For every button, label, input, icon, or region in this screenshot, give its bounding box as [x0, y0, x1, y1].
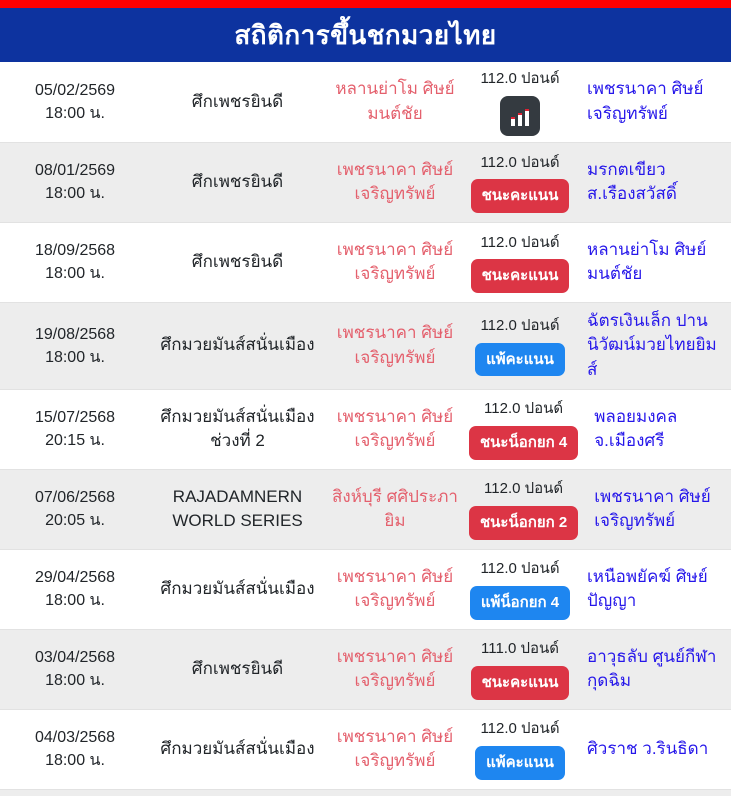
- result-cell: [465, 472, 582, 546]
- fight-time: 18:00 น.: [45, 265, 105, 283]
- result-badge: ชนะคะแนน: [471, 179, 570, 213]
- result-badge: แพ้คะแนน: [475, 746, 565, 780]
- red-fighter-link[interactable]: เพชรนาคา ศิษย์เจริญทรัพย์: [336, 646, 454, 691]
- red-fighter-link[interactable]: เพชรนาคา ศิษย์เจริญทรัพย์: [336, 323, 454, 367]
- page-header: [0, 8, 731, 62]
- red-fighter-link[interactable]: สิงห์บุรี ศศิประภายิม: [332, 486, 458, 531]
- result-badge: ชนะคะแนน: [471, 259, 570, 293]
- fight-date: 18/09/2568: [34, 242, 116, 260]
- event-name: ศึกมวยมันส์สนั่นเมือง ช่วงที่ 2: [160, 406, 315, 451]
- event-name: ศึกเพชรยินดี: [191, 171, 284, 191]
- fight-time: 20:15 น.: [45, 432, 105, 450]
- fight-date: 05/02/2569: [34, 81, 116, 99]
- fight-time: 20:05 น.: [45, 512, 105, 530]
- fight-row: [0, 223, 731, 303]
- fight-datetime: [0, 233, 150, 291]
- fight-row: [0, 143, 731, 223]
- fight-datetime: [0, 317, 150, 375]
- weight-value: 112.0 ปอนด์: [480, 153, 560, 171]
- result-cell: [465, 632, 575, 706]
- fight-datetime: [0, 560, 150, 618]
- page-title: สถิติการขึ้นชกมวยไทย: [234, 19, 497, 50]
- fight-date: 04/03/2568: [34, 728, 116, 746]
- result-cell: [465, 146, 575, 220]
- fight-row: [0, 630, 731, 710]
- fight-datetime: [0, 73, 150, 131]
- event-name: RAJADAMNERN WORLD SERIES: [172, 486, 303, 531]
- result-badge: แพ้คะแนน: [475, 343, 565, 377]
- weight-value: 112.0 ปอนด์: [484, 400, 564, 418]
- result-cell: [465, 552, 575, 626]
- blue-fighter-link[interactable]: เหนือพยัคฆ์ ศิษย์ปัญญา: [587, 566, 708, 611]
- red-fighter-link[interactable]: เพชรนาคา ศิษย์เจริญทรัพย์: [336, 406, 454, 451]
- result-badge: ชนะน็อกยก 4: [469, 426, 578, 460]
- fight-row: [0, 710, 731, 790]
- result-cell: [465, 712, 575, 786]
- fight-row: [0, 62, 731, 143]
- blue-fighter-link[interactable]: ฉัตรเงินเล็ก ปานนิวัฒน์มวยไทยยิมส์: [587, 310, 717, 380]
- weight-value: 112.0 ปอนด์: [484, 480, 564, 498]
- blue-fighter-link[interactable]: เพชรนาคา ศิษย์เจริญทรัพย์: [587, 79, 704, 123]
- result-cell: [465, 226, 575, 300]
- fight-row: [0, 303, 731, 390]
- fight-date: 07/06/2568: [34, 488, 116, 506]
- weight-value: 112.0 ปอนด์: [480, 233, 560, 251]
- event-name: ศึกมวยมันส์สนั่นเมือง: [160, 738, 315, 758]
- result-cell: [465, 392, 582, 466]
- fight-history-table: [0, 62, 731, 790]
- blue-fighter-link[interactable]: ศิวราช ว.รินธิดา: [587, 738, 709, 758]
- red-fighter-link[interactable]: เพชรนาคา ศิษย์เจริญทรัพย์: [336, 726, 454, 771]
- red-fighter-link[interactable]: เพชรนาคา ศิษย์เจริญทรัพย์: [336, 566, 454, 611]
- fight-time: 18:00 น.: [45, 104, 105, 122]
- fight-time: 18:00 น.: [45, 185, 105, 203]
- result-badge: ชนะน็อกยก 2: [469, 506, 578, 540]
- weight-value: 112.0 ปอนด์: [480, 560, 560, 578]
- fight-date: 08/01/2569: [34, 162, 116, 180]
- red-fighter-link[interactable]: เพชรนาคา ศิษย์เจริญทรัพย์: [336, 159, 454, 204]
- fight-row: [0, 470, 731, 550]
- red-fighter-link[interactable]: หลานย่าโม ศิษย์มนต์ชัย: [335, 79, 455, 123]
- blue-fighter-link[interactable]: พลอยมงคล จ.เมืองศรี: [594, 406, 678, 451]
- event-name: ศึกเพชรยินดี: [191, 91, 284, 111]
- event-name: ศึกเพชรยินดี: [191, 251, 284, 271]
- weight-value: 112.0 ปอนด์: [480, 70, 560, 87]
- bar-chart-icon[interactable]: [500, 96, 540, 136]
- fight-row: [0, 390, 731, 470]
- blue-fighter-link[interactable]: มรกตเขียว ส.เรืองสวัสดิ์: [587, 159, 677, 204]
- event-name: ศึกเพชรยินดี: [191, 658, 284, 678]
- blue-fighter-link[interactable]: อาวุธลับ ศูนย์กีฬากุดฉิม: [587, 646, 717, 691]
- fight-datetime: [0, 153, 150, 211]
- fight-time: 18:00 น.: [45, 592, 105, 610]
- fight-date: 15/07/2568: [34, 408, 116, 426]
- fight-time: 18:00 น.: [45, 752, 105, 770]
- fight-datetime: [0, 400, 150, 458]
- next-row-partial: [0, 790, 731, 796]
- result-cell: [465, 309, 575, 383]
- fight-date: 29/04/2568: [34, 568, 116, 586]
- blue-fighter-link[interactable]: หลานย่าโม ศิษย์มนต์ชัย: [587, 239, 707, 284]
- result-cell: [465, 62, 575, 142]
- result-badge: แพ้น็อกยก 4: [470, 586, 570, 620]
- fight-row: [0, 550, 731, 630]
- weight-value: 112.0 ปอนด์: [480, 720, 560, 738]
- fight-time: 18:00 น.: [45, 672, 105, 690]
- blue-fighter-link[interactable]: เพชรนาคา ศิษย์เจริญทรัพย์: [594, 486, 711, 531]
- result-badge: ชนะคะแนน: [471, 666, 570, 700]
- red-fighter-link[interactable]: เพชรนาคา ศิษย์เจริญทรัพย์: [336, 239, 454, 284]
- weight-value: 112.0 ปอนด์: [480, 316, 560, 334]
- fight-date: 19/08/2568: [34, 325, 116, 343]
- fight-date: 03/04/2568: [34, 648, 116, 666]
- fight-datetime: [0, 640, 150, 698]
- fight-time: 18:00 น.: [45, 348, 105, 366]
- event-name: ศึกมวยมันส์สนั่นเมือง: [160, 335, 315, 355]
- fight-datetime: [0, 720, 150, 778]
- weight-value: 111.0 ปอนด์: [480, 640, 559, 658]
- top-red-strip: [0, 0, 731, 8]
- event-name: ศึกมวยมันส์สนั่นเมือง: [160, 578, 315, 598]
- fight-datetime: [0, 480, 150, 538]
